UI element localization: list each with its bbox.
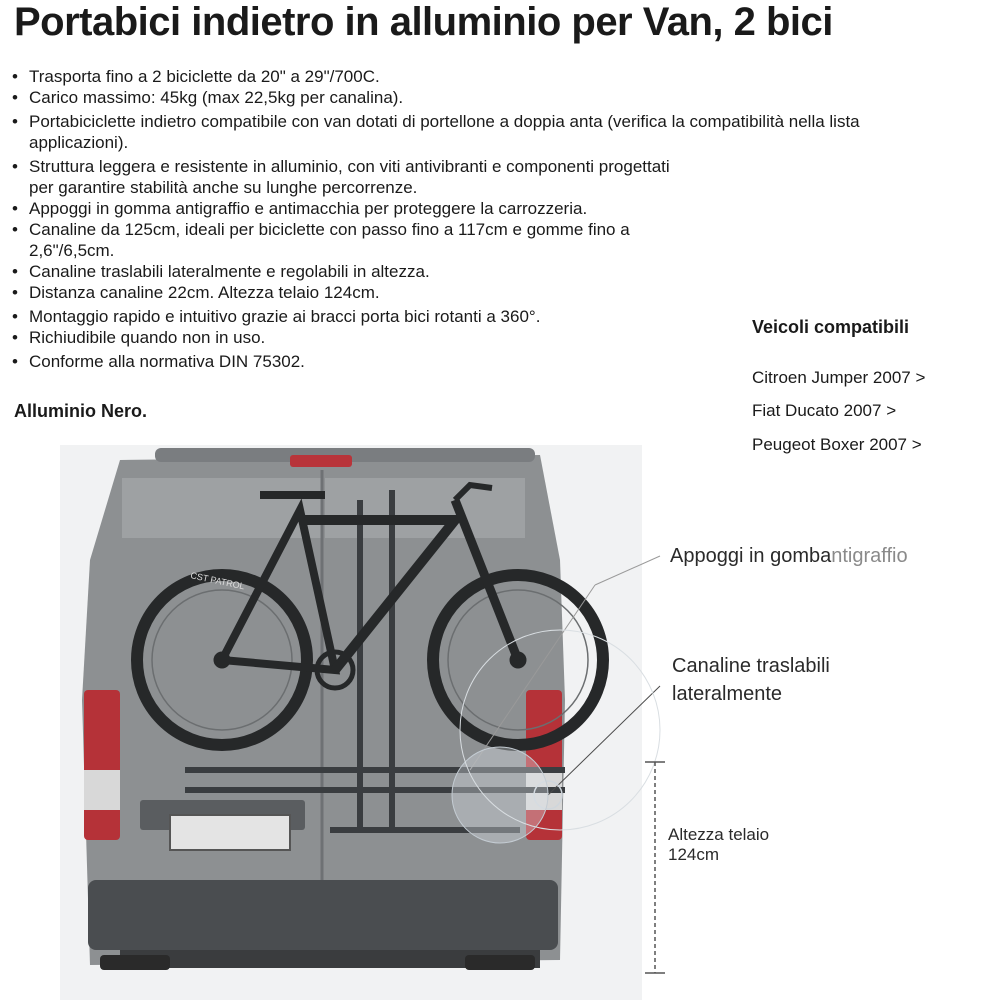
feature-item: • Richiudibile quando non in uso. bbox=[12, 327, 952, 348]
feature-item: • Canaline traslabili lateralmente e regolabili in altezza. bbox=[12, 261, 952, 282]
feature-item: • Struttura leggera e resistente in alluminio, con viti antivibranti e componenti progettati per garantire stabilità anche su lunghe percorrenze. bbox=[12, 156, 679, 198]
vehicle-link[interactable]: Peugeot Boxer 2007 > bbox=[752, 435, 922, 454]
feature-item: • Trasporta fino a 2 biciclette da 20" a 29"/700C. bbox=[12, 66, 952, 87]
feature-item: • Distanza canaline 22cm. Altezza telaio 124cm. bbox=[12, 282, 952, 303]
feature-item: • Canaline da 125cm, ideali per biciclette con passo fino a 117cm e gomme fino a 2,6"/6,5cm. bbox=[12, 219, 679, 261]
feature-item: • Montaggio rapido e intuitivo grazie ai bracci porta bici rotanti a 360°. bbox=[12, 306, 952, 327]
callout-rubber-pads: Appoggi in gombantigraffio bbox=[670, 545, 908, 567]
tire-brand: CST PATROL bbox=[189, 570, 246, 592]
product-image bbox=[0, 440, 1004, 1004]
feature-item: • Conforme alla normativa DIN 75302. bbox=[12, 351, 952, 372]
feature-item: • Portabiciclette indietro compatibile con van dotati di portellone a doppia anta (verifica la compatibilità nella lista applicazioni). bbox=[12, 111, 952, 153]
vehicle-link[interactable]: Fiat Ducato 2007 > bbox=[752, 401, 897, 420]
compatible-vehicles-title: Veicoli compatibili bbox=[752, 317, 910, 337]
page-title: Portabici indietro in alluminio per Van, 2 bici bbox=[14, 0, 833, 44]
callout-sliding-rails: Canaline traslabili lateralmente bbox=[672, 655, 830, 705]
color-variant-label: Alluminio Nero. bbox=[14, 401, 148, 421]
vehicle-link[interactable]: Citroen Jumper 2007 > bbox=[752, 368, 926, 387]
feature-item: • Appoggi in gomma antigraffio e antimacchia per proteggere la carrozzeria. bbox=[12, 198, 679, 219]
feature-item: • Carico massimo: 45kg (max 22,5kg per canalina). bbox=[12, 87, 952, 108]
callout-frame-height: Altezza telaio 124cm bbox=[668, 825, 770, 864]
